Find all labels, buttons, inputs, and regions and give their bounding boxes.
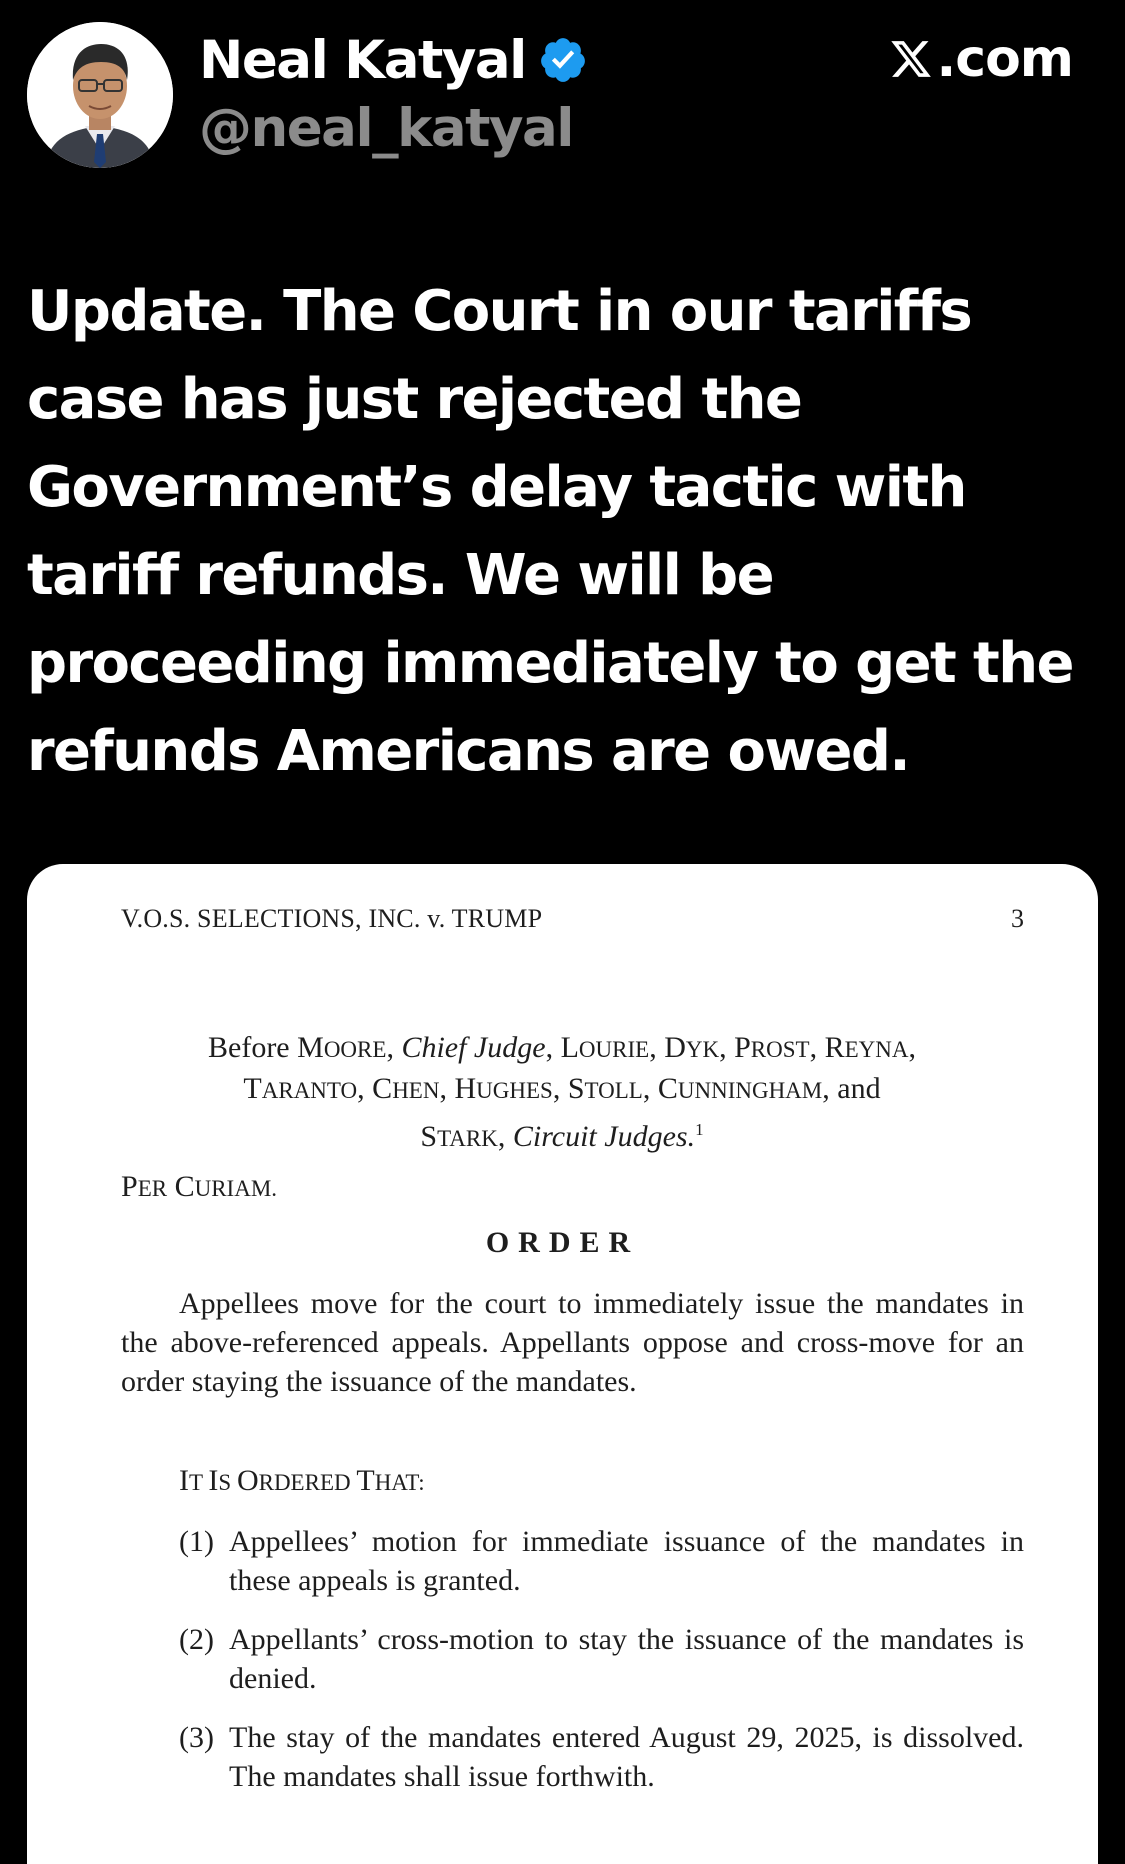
ordered-intro — [179, 1464, 425, 1498]
x-logo-icon — [889, 37, 933, 81]
order-item-number: (3) — [179, 1721, 214, 1754]
ordered-rest: RDERED — [258, 1470, 357, 1495]
curiam-cap: C — [174, 1170, 195, 1203]
judge-rest: UGHES — [476, 1078, 553, 1103]
panel-line-2: TARANTO, CHEN, HUGHES, STOLL, CUNNINGHAM, and — [243, 1072, 881, 1105]
panel-and: and — [837, 1072, 881, 1105]
order-item — [179, 1718, 1024, 1796]
order-heading: ORDER — [485, 1226, 640, 1259]
order-item-text: Appellants’ cross-motion to stay the issuance of the mandates is denied. — [229, 1623, 1024, 1695]
judge-rest: TARK — [437, 1126, 498, 1151]
ordered-rest: T — [189, 1470, 209, 1495]
order-item-number: (2) — [179, 1623, 214, 1656]
judge-rest: OORE — [323, 1037, 387, 1062]
ordered-cap: O — [236, 1464, 259, 1497]
order-item — [179, 1522, 1024, 1600]
judge-rest: UNNINGHAM — [677, 1078, 823, 1103]
judge-cap: L — [560, 1031, 579, 1064]
source-domain: .com — [936, 29, 1073, 89]
ordered-cap: T — [356, 1464, 375, 1497]
verified-badge-icon — [538, 35, 588, 85]
order-item-number: (1) — [179, 1525, 214, 1558]
judge-rest: YK — [685, 1037, 720, 1062]
judge-cap: P — [734, 1031, 751, 1064]
per-curiam — [121, 1170, 277, 1204]
judge-cap: C — [372, 1072, 393, 1105]
ordered-cap: I — [208, 1464, 219, 1497]
judge-rest: TOLL — [584, 1078, 643, 1103]
circuit-judges-title: Circuit Judges. — [512, 1120, 696, 1153]
judge-cap: S — [567, 1072, 585, 1105]
judge-cap: M — [297, 1031, 324, 1064]
footnote-marker[interactable]: 1 — [695, 1120, 704, 1139]
avatar[interactable] — [27, 22, 173, 168]
curiam-rest: URIAM. — [194, 1176, 278, 1201]
judges-panel — [107, 1028, 1017, 1158]
judge-rest: ARANTO — [261, 1078, 358, 1103]
curiam-cap: P — [121, 1170, 138, 1203]
judge-rest: OURIE — [578, 1037, 650, 1062]
panel-line-3: STARK, Circuit Judges.$^1$ — [420, 1120, 704, 1153]
chief-judge-title: Chief Judge — [401, 1031, 546, 1064]
order-body-paragraph: Appellees move for the court to immediately issue the mandates in the above-referenced appeals. Appellants oppose and cross-move for an order staying the issuance of the mandates. — [121, 1287, 1024, 1398]
author-handle[interactable]: @neal_katyal — [199, 98, 573, 159]
judge-rest: EYNA — [844, 1037, 909, 1062]
judge-cap: S — [420, 1120, 438, 1153]
judge-rest: ROST — [750, 1037, 810, 1062]
order-item-text: The stay of the mandates entered August 29, 2025, is dissolved. The mandates shall issue forthwith. — [229, 1721, 1024, 1793]
panel-line-1: Before MOORE, Chief Judge, LOURIE, DYK, PROST, REYNA, — [208, 1031, 916, 1064]
order-item — [179, 1620, 1024, 1698]
judge-cap: T — [243, 1072, 262, 1105]
panel-before: Before — [208, 1031, 298, 1064]
judge-rest: HEN — [392, 1078, 440, 1103]
tweet-header — [0, 0, 1125, 200]
curiam-rest: ER — [137, 1176, 168, 1201]
avatar-portrait-icon — [27, 22, 173, 168]
judge-cap: R — [824, 1031, 845, 1064]
source-badge — [889, 28, 1074, 90]
display-name[interactable]: Neal Katyal — [199, 29, 526, 91]
judge-cap: H — [454, 1072, 477, 1105]
judge-cap: C — [657, 1072, 678, 1105]
document-running-head: V.O.S. SELECTIONS, INC. v. TRUMP — [121, 904, 543, 933]
ordered-cap: I — [179, 1464, 189, 1497]
ordered-rest: HAT: — [374, 1470, 425, 1495]
order-item-text: Appellees’ motion for immediate issuance of the mandates in these appeals is granted. — [229, 1525, 1024, 1597]
attached-document-image[interactable] — [27, 864, 1098, 1864]
ordered-rest: S — [218, 1470, 237, 1495]
judge-cap: D — [664, 1031, 686, 1064]
tweet-text: Update. The Court in our tariffs case has just rejected the Government’s delay tactic with tariff refunds. We will be proceeding immediately to get the refunds Americans are owed. — [27, 279, 1073, 784]
display-name-row[interactable] — [199, 24, 588, 96]
document-page-number: 3 — [1011, 904, 1024, 933]
